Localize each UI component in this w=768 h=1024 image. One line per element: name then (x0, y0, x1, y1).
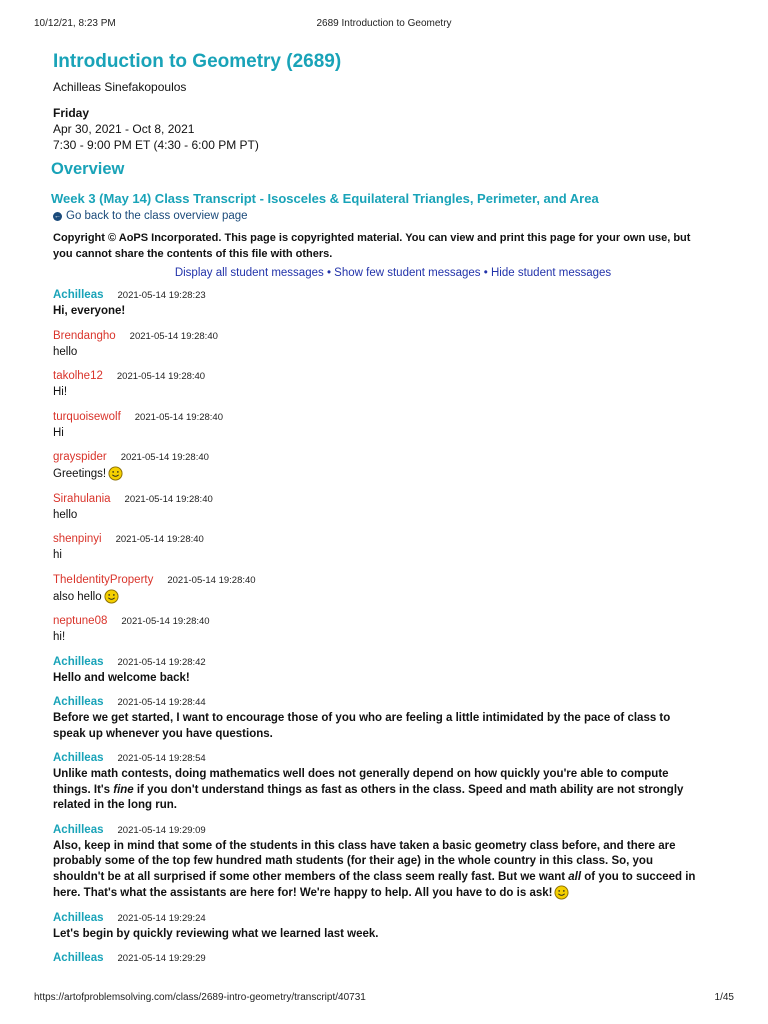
message-header (53, 823, 723, 838)
message-header (53, 655, 723, 670)
chat-message (53, 369, 723, 401)
message-timestamp: 2021-05-14 19:28:40 (124, 493, 213, 505)
chat-message (53, 329, 723, 361)
class-dates: Apr 30, 2021 - Oct 8, 2021 (53, 122, 195, 136)
message-author[interactable]: TheIdentityProperty (53, 573, 154, 586)
message-author[interactable]: Achilleas (53, 289, 104, 301)
message-text (53, 304, 703, 320)
page-content (53, 49, 723, 975)
message-timestamp: 2021-05-14 19:28:44 (117, 697, 206, 708)
separator: • (480, 267, 491, 279)
message-author[interactable]: Sirahulania (53, 492, 111, 505)
message-text (53, 589, 703, 606)
message-author[interactable]: neptune08 (53, 615, 108, 627)
message-text-content: Hi! (53, 386, 68, 398)
message-timestamp: 2021-05-14 19:29:24 (117, 912, 206, 924)
overview-heading[interactable]: Overview (51, 160, 125, 178)
emphasis-text: fine (113, 783, 134, 796)
chat-message (53, 532, 723, 564)
message-author[interactable]: Achilleas (53, 952, 104, 964)
chat-message (53, 614, 723, 646)
message-timestamp: 2021-05-14 19:29:29 (117, 953, 206, 964)
message-text-content: hello (53, 345, 78, 358)
show-few-messages-link[interactable]: Show few student messages (334, 267, 481, 279)
message-header (53, 695, 723, 710)
message-header (53, 614, 723, 629)
message-text (53, 548, 703, 564)
chat-message (53, 573, 723, 606)
back-link-label: Go back to the class overview page (66, 210, 248, 222)
message-text (53, 466, 703, 483)
message-text-content: Hello and welcome back! (53, 671, 190, 684)
copyright-notice: Copyright © AoPS Incorporated. This page is copyrighted material. You can view and print this page for your own use, but you cannot share the contents of this file with others. (53, 232, 691, 260)
message-header (53, 532, 723, 547)
message-text (53, 767, 703, 814)
message-text (53, 630, 703, 646)
smiley-icon (554, 885, 569, 900)
message-timestamp: 2021-05-14 19:28:23 (117, 290, 206, 301)
class-schedule (53, 105, 723, 153)
message-timestamp: 2021-05-14 19:28:40 (129, 330, 218, 342)
print-footer (34, 992, 734, 1006)
hide-messages-link[interactable]: Hide student messages (490, 267, 612, 279)
chat-message (53, 951, 723, 966)
transcript (53, 288, 723, 966)
message-timestamp: 2021-05-14 19:28:40 (115, 534, 204, 545)
message-header (53, 911, 723, 926)
print-datetime: 10/12/21, 8:23 PM (34, 18, 116, 29)
class-time: 7:30 - 9:00 PM ET (4:30 - 6:00 PM PT) (53, 138, 259, 152)
message-author[interactable]: Achilleas (53, 911, 104, 924)
class-day: Friday (53, 106, 90, 120)
message-text (53, 671, 703, 687)
arrow-left-circle-icon: ← (54, 213, 61, 220)
chat-message (53, 823, 723, 902)
message-author[interactable]: Achilleas (53, 823, 104, 836)
smiley-icon (108, 466, 123, 481)
message-text (53, 927, 703, 943)
print-page-number: 1/45 (714, 992, 734, 1003)
message-text (53, 508, 703, 524)
message-header (53, 492, 723, 507)
chat-message (53, 288, 723, 320)
message-text-content: Let's begin by quickly reviewing what we learned last week. (53, 927, 379, 940)
message-text (53, 345, 703, 361)
message-header (53, 410, 723, 425)
message-text-part: Also, keep in mind that some of the students in this class have taken a basic geometry class before, and there are probably some of the top few hundred math students (for their age) in the whole country in this class. So, you shouldn't be at all surprised if some other members of the class seem really fast. But we want (53, 839, 676, 883)
message-header (53, 369, 723, 384)
message-timestamp: 2021-05-14 19:28:54 (117, 753, 206, 764)
back-to-overview-link[interactable] (53, 209, 723, 224)
chat-message (53, 410, 723, 442)
chat-message (53, 751, 723, 814)
instructor-name: Achilleas Sinefakopoulos (53, 80, 187, 94)
message-text-content: also hello (53, 590, 102, 603)
message-text (53, 839, 703, 902)
message-text-content: hi (53, 549, 62, 561)
message-timestamp: 2021-05-14 19:28:40 (121, 616, 210, 627)
message-text-content: Hi (53, 426, 64, 439)
message-timestamp: 2021-05-14 19:28:40 (134, 411, 223, 423)
message-header (53, 288, 723, 303)
message-text-part: of you to succeed in here. That's what the assistants are here for! We're happy to help. All you have to do is ask! (53, 870, 696, 899)
message-author[interactable]: Achilleas (53, 696, 104, 708)
message-header (53, 951, 723, 966)
print-page-title: 2689 Introduction to Geometry (316, 18, 452, 29)
chat-message (53, 911, 723, 943)
display-options (53, 266, 723, 281)
print-url: https://artofproblemsolving.com/class/2689-intro-geometry/transcript/40731 (34, 992, 366, 1003)
message-text-content: Before we get started, I want to encourage those of you who are feeling a little intimidated by the pace of class to speak up whenever you have questions. (53, 712, 671, 740)
print-header (34, 18, 734, 32)
chat-message (53, 695, 723, 742)
message-header (53, 751, 723, 766)
message-text (53, 426, 703, 442)
course-title: Introduction to Geometry (2689) (53, 51, 342, 72)
message-text-content: Hi, everyone! (53, 305, 126, 317)
message-header (53, 329, 723, 344)
chat-message (53, 655, 723, 687)
message-text (53, 711, 703, 742)
separator: • (323, 267, 335, 279)
emphasis-text: all (568, 870, 582, 883)
message-timestamp: 2021-05-14 19:28:40 (116, 371, 206, 382)
message-text-part: Unlike math contests, doing mathematics well does not generally depend on how quickly you're able to compute things. It's (53, 768, 669, 796)
week-title: Week 3 (May 14) Class Transcript - Isosceles & Equilateral Triangles, Perimeter, and Area (51, 191, 599, 206)
message-header (53, 573, 723, 588)
message-author[interactable]: shenpinyi (53, 533, 102, 545)
display-all-messages-link[interactable]: Display all student messages (174, 267, 324, 279)
message-author[interactable]: takolhe12 (53, 370, 103, 382)
message-author[interactable]: Achilleas (53, 655, 104, 668)
message-text-content: hi! (53, 631, 66, 643)
smiley-icon (104, 589, 119, 604)
message-text-content: hello (53, 508, 78, 521)
message-author[interactable]: Brendangho (53, 329, 116, 342)
message-text-part: if you don't understand things as fast as others in the class. Speed and math ability are not strongly related in the long run. (53, 783, 684, 811)
chat-message (53, 492, 723, 524)
message-author[interactable]: turquoisewolf (53, 410, 121, 423)
message-author[interactable]: grayspider (53, 451, 107, 463)
message-timestamp: 2021-05-14 19:29:09 (117, 824, 206, 836)
message-text (53, 385, 703, 401)
chat-message (53, 450, 723, 483)
message-timestamp: 2021-05-14 19:28:42 (117, 656, 206, 668)
message-text-content: Greetings! (53, 468, 107, 480)
message-timestamp: 2021-05-14 19:28:40 (120, 452, 209, 463)
message-timestamp: 2021-05-14 19:28:40 (167, 574, 256, 586)
message-header (53, 450, 723, 465)
message-author[interactable]: Achilleas (53, 752, 104, 764)
